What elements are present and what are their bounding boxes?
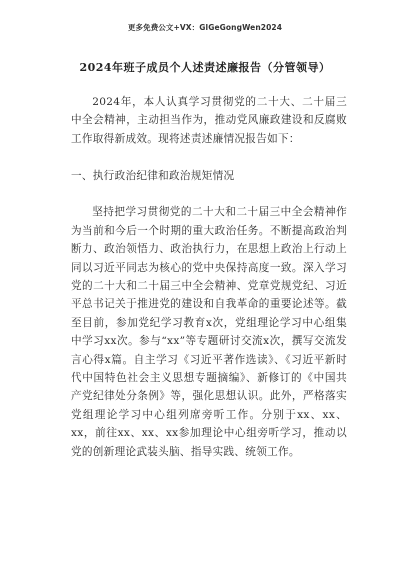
document-title: 2024年班子成员个人述责述廉报告（分管领导） [79,61,331,74]
paragraph-spacer [71,185,347,203]
section-heading: 一、执行政治纪律和政治规矩情况 [71,169,235,182]
document-body [71,93,347,461]
paragraph-spacer [71,148,347,166]
header-note: 更多免费公文+VX：GlGeGongWen2024 [127,23,283,32]
intro-paragraph: 2024年，本人认真学习贯彻党的二十大、二十届三中全会精神，主动担当作为，推动党风廉政建设和反腐败工作取得新成效。现将述责述廉情况报告如下： [71,96,347,145]
body-paragraph: 坚持把学习贯彻党的二十大和二十届三中全会精神作为当前和今后一个时期的重大政治任务。不断提高政治判断力、政治领悟力、政治执行力，在思想上政治上行动上同以习近平同志为核心的党中央保持高度一致。深入学习党的二十大和二十届三中全会精神、党章党规党纪、习近平总书记关于推进党的建设和自我革命的重要论述等。截至目前，参加党纪学习教育x次，党组理论学习中心组集中学习xx次。参与“xx”等专题研讨交流x次，撰写交流发言心得x篇。自主学习《习近平著作选读》、《习近平新时代中国特色社会主义思想专题摘编》、新修订的《中国共产党纪律处分条例》等，强化思想认识。此外，严格落实党组理论学习中心组列席旁听工作。分别于xx、xx、xx，前往xx、xx、xx参加理论中心组旁听学习，推动以党的创新理论武装头脑、指导实践、统领工作。 [71,206,347,458]
